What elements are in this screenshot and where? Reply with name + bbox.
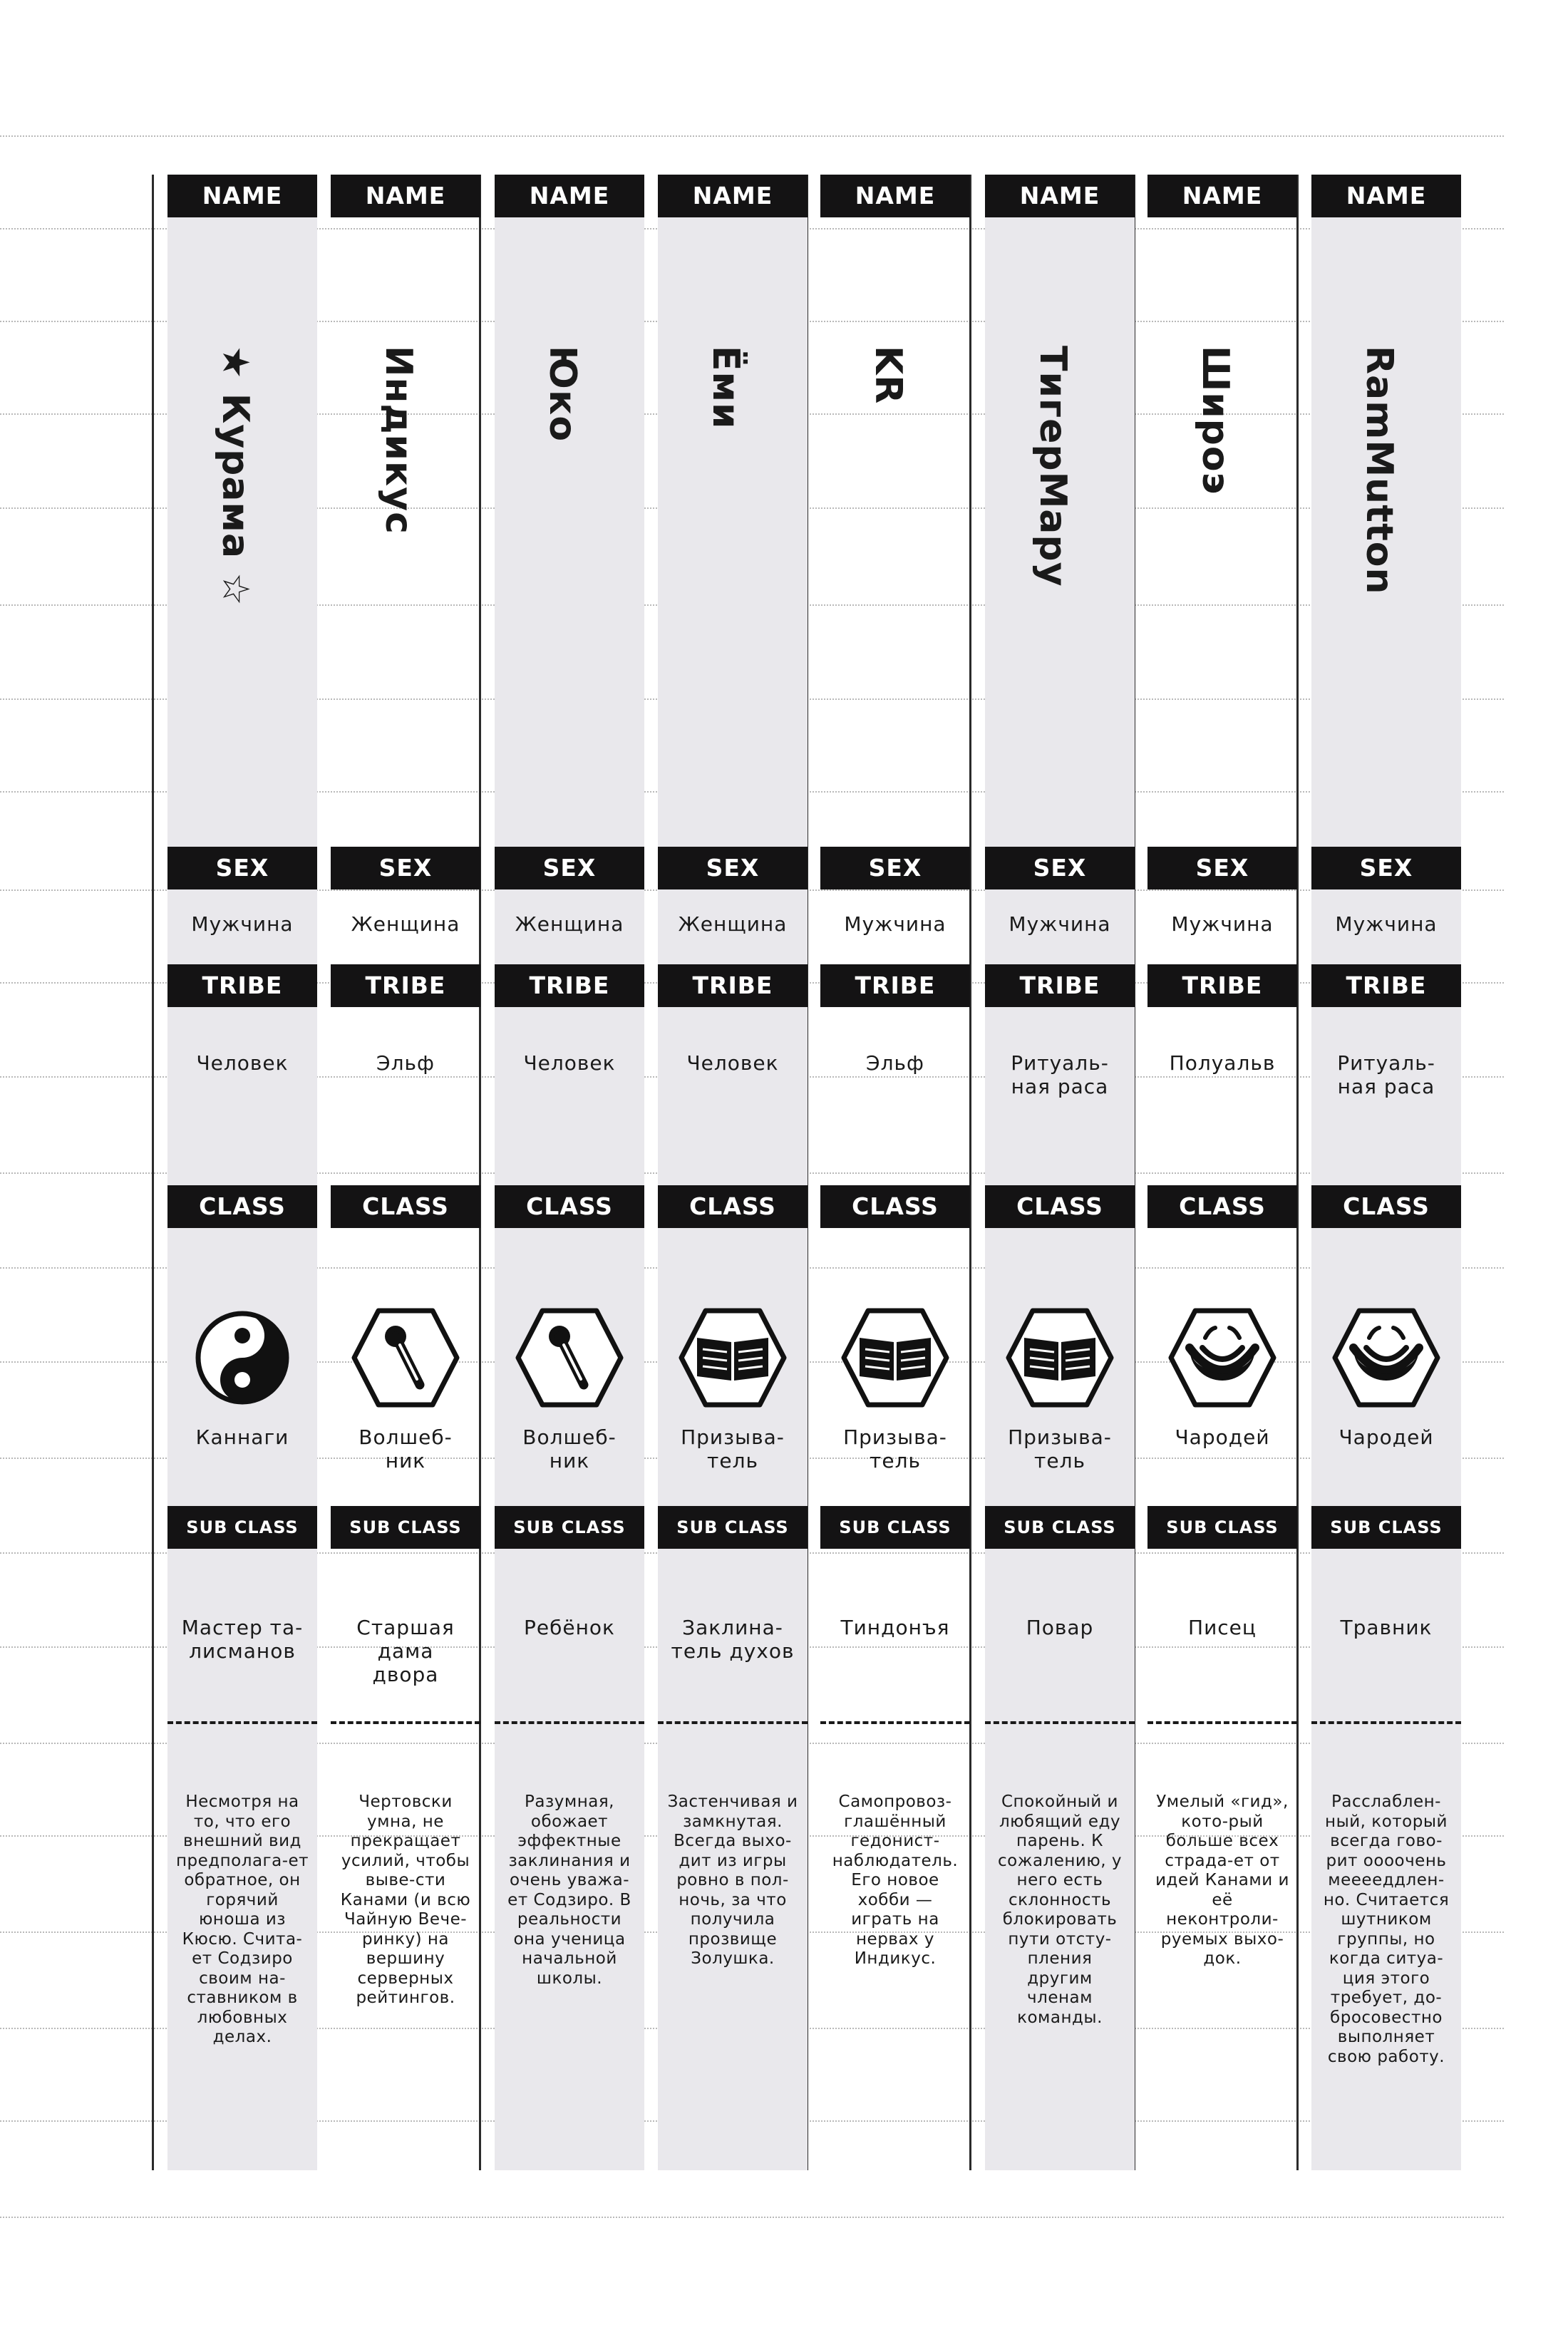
book-icon [676,1301,790,1415]
subclass-label: SUB CLASS [985,1506,1135,1549]
tribe-label: TRIBE [1147,964,1297,1007]
class-label: CLASS [1311,1185,1461,1228]
rule-line [0,2217,1504,2218]
subclass-value: Старшая дама двора [356,1616,455,1686]
subclass-label: SUB CLASS [658,1506,808,1549]
name-label: NAME [985,175,1135,217]
character-description: Чертовски умна, не прекращает усилий, чтобы выве-сти Канами (и всю Чайную Вече-ринку) на вершину серверных рейтингов. [340,1793,471,2007]
sex-label: SEX [167,847,317,889]
character-name: KR [867,346,909,405]
character-column [820,175,970,2170]
sex-value: Женщина [678,912,788,936]
class-value: Чародей [1175,1425,1270,1449]
character-name: Широэ [1194,346,1237,495]
tribe-value: Ритуаль- ная раса [1011,1051,1109,1098]
name-label: NAME [658,175,808,217]
name-label: NAME [495,175,644,217]
character-description: Умелый «гид», кото-рый больше всех страда-ет от идей Канами и её неконтроли-руемых выхо-док. [1155,1793,1289,1968]
tribe-value: Эльф [376,1051,435,1075]
sex-value: Мужчина [844,912,947,936]
tribe-value: Человек [523,1051,616,1075]
tribe-label: TRIBE [985,964,1135,1007]
tribe-label: TRIBE [1311,964,1461,1007]
dashed-divider [167,1721,317,1724]
class-label: CLASS [985,1185,1135,1228]
name-label: NAME [820,175,970,217]
character-column [658,175,808,2170]
dashed-divider [820,1721,970,1724]
character-name: RamMutton [1358,346,1401,595]
character-description: Расслаблен-ный, который всегда гово-рит оооочень мееееддлен-но. Считается шутником группы, но когда ситуа-ция этого требует, до-бросовестно выполняет свою работу. [1323,1793,1450,2066]
class-label: CLASS [1147,1185,1297,1228]
character-name: Ёми [704,346,747,430]
character-name: ★ Курама ☆ [214,346,257,607]
subclass-value: Писец [1188,1616,1257,1639]
subclass-value: Ребёнок [524,1616,615,1639]
column-divider [152,175,154,2170]
sex-value: Женщина [351,912,460,936]
subclass-label: SUB CLASS [495,1506,644,1549]
tribe-value: Ритуаль- ная раса [1337,1051,1435,1098]
tribe-label: TRIBE [495,964,644,1007]
character-name: Индикус [377,346,420,535]
character-column [1147,175,1297,2170]
sex-value: Женщина [515,912,624,936]
book-icon [838,1301,952,1415]
tribe-label: TRIBE [331,964,480,1007]
rule-line [0,135,1504,137]
sex-label: SEX [495,847,644,889]
class-value: Призыва- тель [681,1425,785,1472]
yin-yang-icon [185,1301,299,1415]
sex-label: SEX [985,847,1135,889]
name-label: NAME [1311,175,1461,217]
subclass-label: SUB CLASS [820,1506,970,1549]
character-description: Несмотря на то, что его внешний вид предполага-ет обратное, он горячий юноша из Кюсю. Счита-ет Содзиро своим на-ставником в любовных делах. [175,1793,309,2046]
class-value: Волшеб- ник [359,1425,453,1472]
tribe-value: Человек [686,1051,779,1075]
subclass-label: SUB CLASS [167,1506,317,1549]
sex-value: Мужчина [1009,912,1111,936]
sex-label: SEX [658,847,808,889]
dashed-divider [1147,1721,1297,1724]
tribe-value: Эльф [866,1051,924,1075]
subclass-label: SUB CLASS [1147,1506,1297,1549]
character-column [331,175,480,2170]
class-label: CLASS [658,1185,808,1228]
sex-label: SEX [1147,847,1297,889]
eye-icon [1165,1301,1279,1415]
class-value: Чародей [1339,1425,1434,1449]
book-icon [1003,1301,1117,1415]
class-value: Призыва- тель [1008,1425,1112,1472]
sex-value: Мужчина [191,912,294,936]
subclass-value: Мастер та- лисманов [181,1616,304,1663]
sex-label: SEX [1311,847,1461,889]
subclass-value: Повар [1026,1616,1094,1639]
character-column [167,175,317,2170]
character-description: Самопровоз-глашённый гедонист-наблюдатель. Его новое хобби — играть на нервах у Индикус. [832,1793,959,1968]
class-value: Каннаги [195,1425,289,1449]
name-label: NAME [167,175,317,217]
dashed-divider [658,1721,808,1724]
character-column [1311,175,1461,2170]
class-value: Призыва- тель [843,1425,947,1472]
class-label: CLASS [495,1185,644,1228]
dashed-divider [331,1721,480,1724]
class-label: CLASS [331,1185,480,1228]
dashed-divider [1311,1721,1461,1724]
name-label: NAME [1147,175,1297,217]
tribe-value: Полуальв [1169,1051,1276,1075]
class-label: CLASS [167,1185,317,1228]
wand-icon [512,1301,626,1415]
eye-icon [1329,1301,1443,1415]
character-name: ТигерМару [1031,346,1074,587]
dashed-divider [495,1721,644,1724]
subclass-value: Тиндонъя [840,1616,950,1639]
tribe-label: TRIBE [658,964,808,1007]
character-column [495,175,644,2170]
character-description: Разумная, обожает эффектные заклинания и очень уважа-ет Содзиро. В реальности она ученица начальной школы. [507,1793,631,1988]
tribe-value: Человек [196,1051,289,1075]
name-label: NAME [331,175,480,217]
tribe-label: TRIBE [820,964,970,1007]
sex-value: Мужчина [1335,912,1438,936]
tribe-label: TRIBE [167,964,317,1007]
character-description: Застенчивая и замкнутая. Всегда выхо-дит из игры ровно в пол-ночь, за что получила прозвище Золушка. [667,1793,798,1968]
sex-label: SEX [820,847,970,889]
subclass-label: SUB CLASS [1311,1506,1461,1549]
class-value: Волшеб- ник [522,1425,617,1472]
character-column [985,175,1135,2170]
subclass-value: Заклина- тель духов [671,1616,795,1663]
class-label: CLASS [820,1185,970,1228]
sex-value: Мужчина [1171,912,1274,936]
character-description: Спокойный и любящий еду парень. К сожалению, у него есть склонность блокировать пути отсту-пления другим членам команды. [998,1793,1122,2027]
subclass-value: Травник [1340,1616,1433,1639]
subclass-label: SUB CLASS [331,1506,480,1549]
character-name: Юко [541,346,584,443]
dashed-divider [985,1721,1135,1724]
wand-icon [349,1301,463,1415]
sex-label: SEX [331,847,480,889]
